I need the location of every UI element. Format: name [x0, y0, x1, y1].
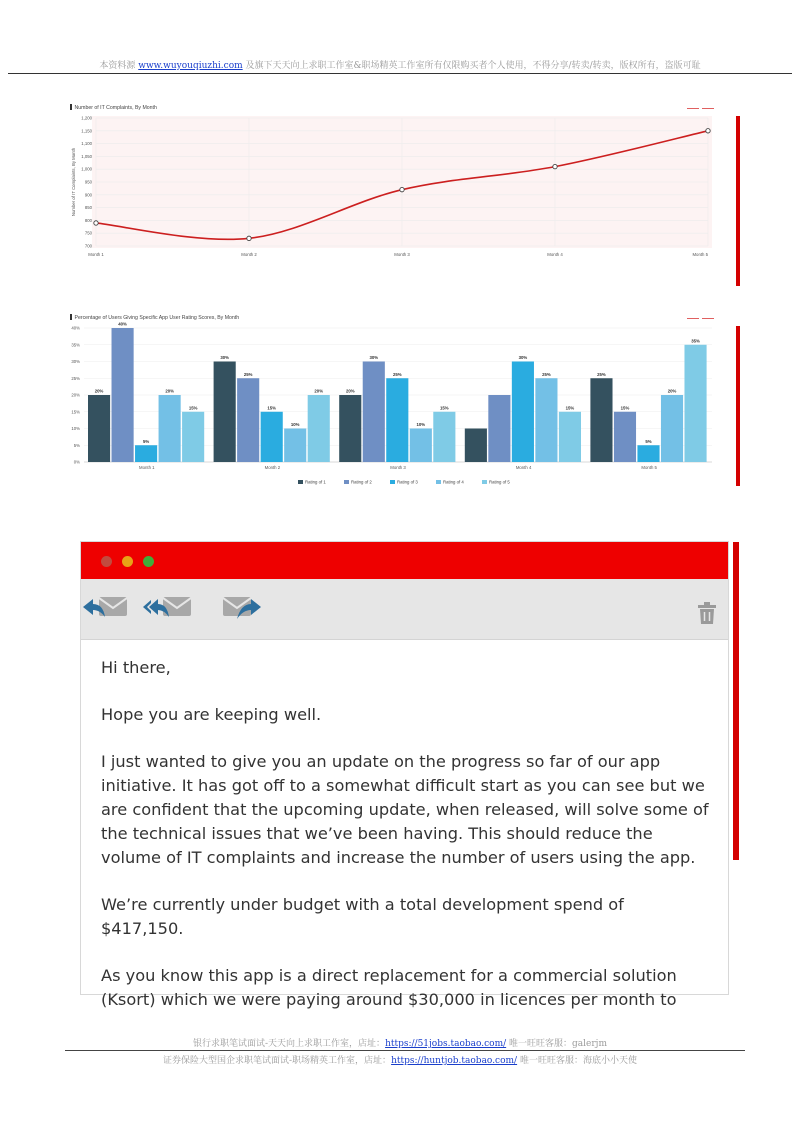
data-label: 40% — [118, 321, 127, 327]
footer-divider — [65, 1050, 745, 1051]
email-paragraph: Hope you are keeping well. — [101, 705, 322, 724]
y-tick-label: 750 — [84, 230, 92, 236]
header-link[interactable]: www.wuyouqiuzhi.com — [138, 61, 243, 71]
email-paragraph: As you know this app is a direct replacement for a commercial solution (Ksort) which we were paying around $30,000 in licences per month to — [101, 966, 677, 1009]
data-label: 25% — [542, 371, 551, 377]
legend-label: Rating of 1 — [305, 479, 326, 485]
data-label: 25% — [597, 371, 606, 377]
data-point — [553, 164, 557, 168]
bar — [559, 412, 581, 462]
data-label: 15% — [188, 405, 198, 411]
bar — [214, 362, 236, 463]
y-axis-label: Number of IT Complaints, By Month — [71, 147, 76, 217]
bar — [465, 429, 487, 463]
footer-link-1[interactable]: https://51jobs.taobao.com/ — [385, 1039, 507, 1049]
bar — [135, 445, 157, 462]
bar — [488, 395, 510, 462]
data-label: 30% — [369, 355, 379, 360]
y-tick-label: 1,200 — [81, 115, 92, 121]
header-suffix: 及旗下天天向上求职工作室&职场精英工作室所有仅限购买者个人使用，不得分享/转卖/转卖，版权所有，盗版可耻 — [245, 61, 701, 71]
y-tick-label: 0% — [73, 459, 80, 465]
footer-line-1 — [0, 1036, 800, 1049]
header-divider — [8, 73, 792, 74]
legend-swatch — [344, 480, 349, 484]
footer-line-2 — [0, 1053, 800, 1066]
maximize-dot[interactable] — [143, 556, 154, 567]
forward-button[interactable] — [221, 591, 265, 632]
footer-prefix-2: 证券保险大型国企求职笔试面试-职场精英工作室，店址： — [163, 1056, 392, 1066]
x-tick-label: Month 5 — [641, 465, 657, 470]
bar-chart-title: Percentage of Users Giving Specific App User Rating Scores, By Month — [70, 314, 239, 321]
data-label: 30% — [518, 355, 528, 360]
data-point — [400, 187, 404, 191]
y-tick-label: 5% — [73, 442, 80, 448]
email-accent-stripe — [733, 542, 739, 860]
data-label: 20% — [314, 388, 324, 394]
bar — [590, 378, 612, 462]
accent-stripe-2 — [736, 326, 740, 486]
footer-prefix-1: 银行求职笔试面试-天天向上求职工作室，店址： — [193, 1039, 386, 1049]
bar — [386, 378, 408, 462]
bar-chart — [66, 306, 740, 490]
data-label: 35% — [691, 338, 700, 344]
data-point — [94, 221, 98, 225]
bar-chart-panel — [66, 306, 740, 490]
y-tick-label: 950 — [84, 179, 92, 185]
x-tick-label: Month 1 — [88, 252, 104, 257]
y-tick-label: 800 — [84, 217, 92, 223]
data-label: 25% — [392, 371, 402, 377]
line-chart-title: Number of IT Complaints, By Month — [70, 104, 157, 111]
x-tick-label: Month 5 — [692, 252, 708, 257]
bar — [88, 395, 110, 462]
email-toolbar — [81, 579, 728, 640]
reply-button[interactable] — [81, 591, 133, 632]
x-tick-label: Month 4 — [547, 252, 563, 257]
legend-swatch — [390, 480, 395, 484]
bar — [339, 395, 361, 462]
y-tick-label: 30% — [71, 359, 80, 364]
bar — [284, 429, 306, 463]
bar — [637, 445, 659, 462]
bar — [512, 362, 534, 463]
bar — [661, 395, 683, 462]
data-point — [706, 129, 710, 133]
data-label: 15% — [267, 405, 277, 411]
legend-swatch — [436, 480, 441, 484]
y-tick-label: 900 — [84, 192, 92, 198]
email-window — [80, 541, 729, 1009]
header-prefix: 本资料源 — [99, 61, 136, 71]
data-point — [247, 236, 251, 240]
forward-icon — [221, 591, 265, 627]
reply-all-icon — [141, 591, 197, 627]
email-paragraph: We’re currently under budget with a total development spend of $417,150. — [101, 895, 624, 938]
reply-all-button[interactable] — [141, 591, 197, 632]
y-tick-label: 10% — [71, 426, 80, 431]
data-label: 15% — [565, 405, 575, 411]
legend-label: Rating of 2 — [351, 479, 372, 485]
bar — [535, 378, 557, 462]
greeting: Hi there, — [101, 658, 171, 677]
minimize-dot[interactable] — [122, 556, 133, 567]
data-label: 30% — [220, 355, 229, 360]
legend-swatch — [298, 480, 303, 484]
line-chart-panel — [66, 96, 740, 286]
trash-icon — [697, 601, 719, 627]
email-body — [101, 656, 711, 1035]
x-tick-label: Month 2 — [264, 465, 281, 470]
bar — [363, 362, 385, 463]
bar — [433, 412, 455, 462]
data-label: 10% — [290, 422, 300, 427]
bar — [261, 412, 283, 462]
x-tick-label: Month 4 — [515, 465, 532, 470]
y-tick-label: 700 — [84, 243, 92, 249]
footer-link-2[interactable]: https://huntjob.taobao.com/ — [391, 1056, 518, 1066]
x-tick-label: Month 2 — [241, 252, 257, 257]
email-paragraph: I just wanted to give you an update on the progress so far of our app initiative. It has got off to a somewhat difficult start as you can see but we are confident that the upcoming update, when released, will solve some of the technical issues that we’ve been having. This should reduce the volume of IT complaints and increase the number of users using the app. — [101, 752, 709, 867]
y-tick-label: 25% — [71, 375, 80, 381]
accent-stripe-1 — [736, 116, 740, 286]
bar — [308, 395, 330, 462]
close-dot[interactable] — [101, 556, 112, 567]
delete-button[interactable] — [697, 601, 719, 632]
line-chart — [66, 96, 740, 286]
footer-suffix-1: 唯一旺旺客服：galerjm — [506, 1039, 607, 1049]
data-label: 20% — [345, 388, 355, 394]
reply-icon — [81, 591, 133, 627]
data-label: 15% — [620, 405, 630, 411]
bar — [237, 378, 259, 462]
bar — [159, 395, 181, 462]
window-titlebar — [81, 542, 728, 579]
data-label: 20% — [667, 388, 677, 394]
bar — [614, 412, 636, 462]
data-label: 15% — [440, 405, 449, 411]
legend-label: Rating of 3 — [397, 479, 418, 485]
x-tick-label: Month 3 — [394, 252, 410, 257]
x-tick-label: Month 1 — [139, 465, 155, 470]
data-label: 20% — [94, 388, 104, 394]
page-header — [0, 58, 800, 71]
legend-label: Rating of 4 — [443, 479, 464, 485]
legend-label: Rating of 5 — [489, 479, 510, 485]
y-tick-label: 850 — [84, 205, 92, 211]
y-tick-label: 20% — [71, 392, 80, 398]
data-label: 10% — [416, 422, 426, 427]
data-label: 25% — [243, 371, 253, 377]
y-tick-label: 15% — [71, 409, 80, 415]
bar — [112, 328, 134, 462]
bar — [410, 429, 432, 463]
footer-suffix-2: 唯一旺旺客服：海底小小天使 — [517, 1056, 637, 1066]
y-tick-label: 1,150 — [81, 128, 92, 134]
bar — [684, 345, 706, 462]
y-tick-label: 1,000 — [81, 166, 92, 172]
y-tick-label: 1,100 — [81, 141, 92, 147]
data-label: 5% — [142, 438, 150, 444]
legend-swatch — [482, 480, 487, 484]
bar — [182, 412, 204, 462]
y-tick-label: 35% — [71, 342, 80, 348]
y-tick-label: 40% — [71, 325, 80, 331]
data-label: 5% — [645, 438, 652, 444]
data-label: 20% — [165, 388, 174, 394]
x-tick-label: Month 3 — [390, 465, 406, 470]
y-tick-label: 1,050 — [81, 153, 92, 159]
